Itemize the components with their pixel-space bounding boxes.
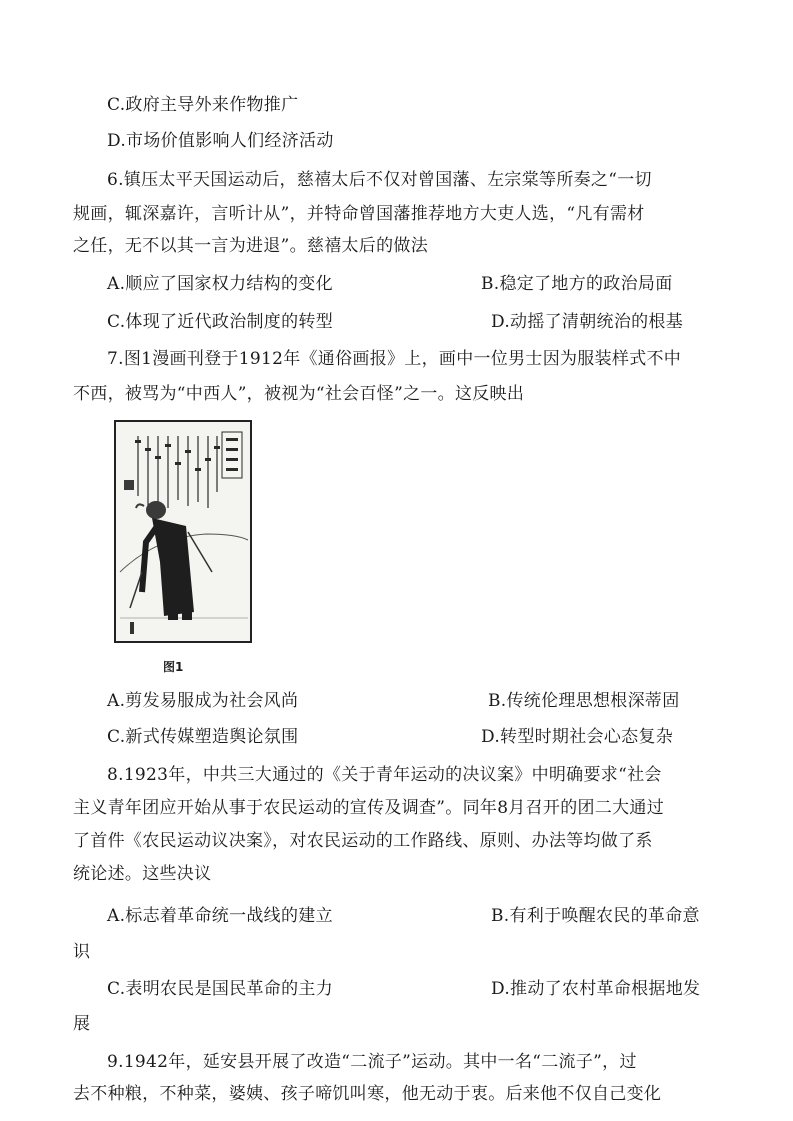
q8-option-d-wrap: 展 bbox=[73, 1014, 91, 1034]
q8-option-b: B.有利于唤醒农民的革命意 bbox=[491, 906, 700, 926]
q6-option-d: D.动摇了清朝统治的根基 bbox=[491, 312, 684, 332]
q6-option-a: A.顺应了国家权力结构的变化 bbox=[107, 274, 333, 294]
figure-caption: 图1 bbox=[163, 660, 184, 674]
q7-option-a: A.剪发易服成为社会风尚 bbox=[107, 691, 299, 711]
cartoon-illustration bbox=[116, 422, 250, 641]
q6-option-b: B.稳定了地方的政治局面 bbox=[481, 274, 673, 294]
q6-stem-line-1: 6.镇压太平天国运动后，慈禧太后不仅对曾国藩、左宗棠等所奏之“一切 bbox=[107, 170, 652, 190]
q8-option-d: D.推动了农村革命根据地发 bbox=[491, 979, 701, 999]
q7-stem-line-1: 7.图1漫画刊登于1912年《通俗画报》上，画中一位男士因为服装样式不中 bbox=[107, 349, 682, 369]
q8-option-c: C.表明农民是国民革命的主力 bbox=[107, 979, 334, 999]
cartoon-figure-1 bbox=[114, 420, 252, 643]
q8-stem-line-3: 了首件《农民运动议决案》，对农民运动的工作路线、原则、办法等均做了系 bbox=[73, 831, 653, 851]
q5-option-d: D.市场价值影响人们经济活动 bbox=[107, 131, 334, 151]
q8-stem-line-2: 主义青年团应开始从事于农民运动的宣传及调查”。同年8月召开的团二大通过 bbox=[73, 798, 665, 818]
q9-stem-line-2: 去不种粮，不种菜，婆姨、孩子啼饥叫寒，他无动于衷。后来他不仅自己变化 bbox=[73, 1084, 662, 1104]
q7-option-c: C.新式传媒塑造舆论氛围 bbox=[107, 727, 299, 747]
q7-option-b: B.传统伦理思想根深蒂固 bbox=[488, 691, 680, 711]
q7-stem-line-2: 不西，被骂为“中西人”，被视为“社会百怪”之一。这反映出 bbox=[73, 384, 525, 404]
q8-option-b-wrap: 识 bbox=[73, 942, 91, 962]
q6-stem-line-3: 之任，无不以其一言为进退”。慈禧太后的做法 bbox=[73, 236, 428, 256]
q7-option-d: D.转型时期社会心态复杂 bbox=[481, 727, 674, 747]
q5-option-c: C.政府主导外来作物推广 bbox=[107, 95, 299, 115]
q8-option-a: A.标志着革命统一战线的建立 bbox=[107, 906, 333, 926]
q6-stem-line-2: 规画，辄深嘉许，言听计从”，并特命曾国藩推荐地方大吏人选，“凡有需材 bbox=[73, 204, 645, 224]
q9-stem-line-1: 9.1942年，延安县开展了改造“二流子”运动。其中一名“二流子”，过 bbox=[107, 1052, 637, 1072]
q8-stem-line-4: 统论述。这些决议 bbox=[73, 864, 212, 884]
q6-option-c: C.体现了近代政治制度的转型 bbox=[107, 312, 334, 332]
q8-stem-line-1: 8.1923年，中共三大通过的《关于青年运动的决议案》中明确要求“社会 bbox=[107, 765, 662, 785]
